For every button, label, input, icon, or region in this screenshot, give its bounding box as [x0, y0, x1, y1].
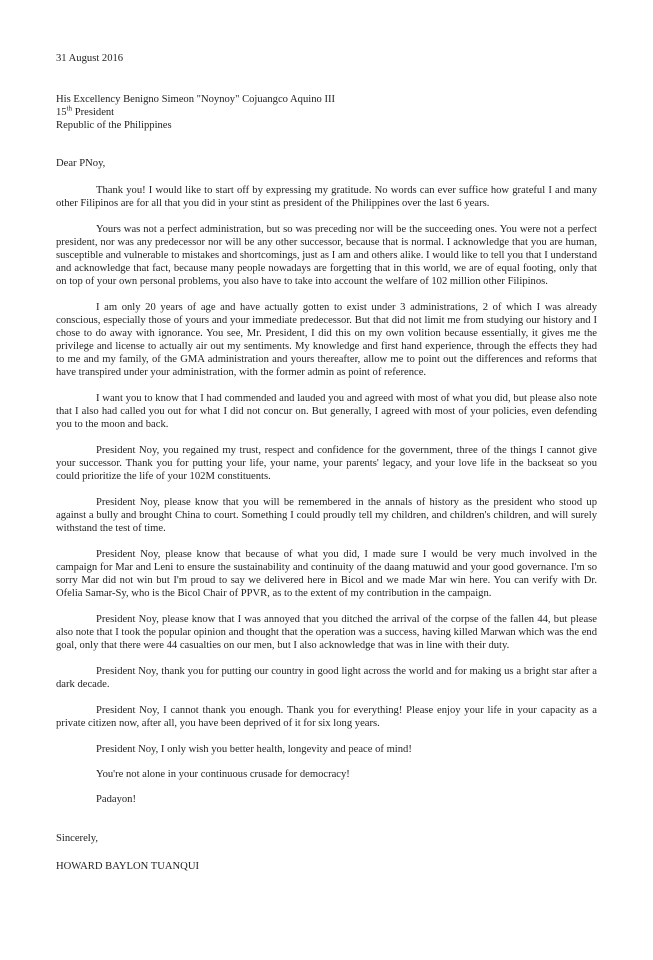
recipient-ordinal: 15 [56, 107, 67, 118]
paragraph-10: President Noy, I cannot thank you enough. Thank you for everything! Please enjoy your life in your capacity as a private citizen now, after all, you have been deprived of it for six long years. [56, 705, 597, 729]
recipient-ordinal-suffix: th [66, 104, 73, 113]
recipient-country: Republic of the Philippines [56, 120, 172, 131]
paragraph-1: Thank you! I would like to start off by expressing my gratitude. No words can ever suffice how grateful I and many other Filipinos are for all that you did in your stint as president of the Philippines over the last 6 years. [56, 185, 597, 209]
paragraph-5: President Noy, you regained my trust, respect and confidence for the government, three of the things I cannot give your successor. Thank you for putting your life, your name, your parents' legacy, and your love life in the backseat so you could prioritize the life of your 102M constituents. [56, 445, 597, 482]
recipient-position [56, 106, 597, 119]
recipient-name: His Excellency Benigno Simeon "Noynoy" Cojuangco Aquino III [56, 94, 336, 105]
paragraph-9: President Noy, thank you for putting our country in good light across the world and for making us a bright star after a dark decade. [56, 666, 597, 690]
letter-date: 31 August 2016 [56, 53, 124, 64]
paragraph-6: President Noy, please know that you will be remembered in the annals of history as the president who stood up against a bully and brought China to court. Something I could proudly tell my children, and children's children, and will surely withstand the test of time. [56, 497, 597, 534]
paragraph-2: Yours was not a perfect administration, but so was preceding nor will be the succeeding ones. You were not a perfect president, nor was any predecessor nor will be any other successor, because that is normal. I acknowledge that you are human, susceptible and vulnerable to mistakes and shortcomings, just as I am and others alike. I would like to tell you that I understand and acknowledge that fact, because many people nowadays are forgetting that in this world, we are of equal footing, only that on top of your own personal problems, you also have to take into account the welfare of 102 million other Filipinos. [56, 224, 597, 287]
paragraph-12: You're not alone in your continuous crusade for democracy! [96, 769, 350, 780]
paragraph-13: Padayon! [96, 794, 137, 805]
signature-name: HOWARD BAYLON TUANQUI [56, 861, 200, 872]
recipient-address [56, 93, 597, 132]
recipient-title: President [74, 107, 115, 118]
closing: Sincerely, [56, 833, 98, 844]
paragraph-7: President Noy, please know that because of what you did, I made sure I would be very much involved in the campaign for Mar and Leni to ensure the sustainability and continuity of the daang matuwid and your good governance. I'm so sorry Mar did not win but I'm proud to say we delivered here in Bicol and we made Mar win here. You can verify with Dr. Ofelia Samar-Sy, who is the Bicol Chair of PPVR, as to the extent of my contribution in the campaign. [56, 549, 597, 599]
letter-body [56, 184, 597, 806]
paragraph-11: President Noy, I only wish you better health, longevity and peace of mind! [96, 744, 412, 755]
paragraph-8: President Noy, please know that I was annoyed that you ditched the arrival of the corpse of the fallen 44, but please also note that I took the popular opinion and thought that the operation was a success, having killed Marwan which was the end goal, only that there were 44 casualties on our men, but I also acknowledge that was in line with their duty. [56, 614, 597, 651]
paragraph-4: I want you to know that I had commended and lauded you and agreed with most of what you did, but please also note that I also had called you out for what I did not concur on. But generally, I agreed with most of your policies, even defending you to the moon and back. [56, 393, 597, 430]
salutation: Dear PNoy, [56, 158, 106, 169]
paragraph-3: I am only 20 years of age and have actually gotten to exist under 3 administrations, 2 of which I was already conscious, especially those of yours and your immediate predecessor. But that did not limit me from studying our history and I chose to do away with ignorance. You see, Mr. President, I did this on my own volition because essentially, it gives me the privilege and license to actually air out my sentiments. My knowledge and first hand experience, through the effects they had to me and my family, of the GMA administration and yours thereafter, allow me to point out the differences and reforms that have transpired under your administration, with the former admin as point of reference. [56, 302, 597, 378]
